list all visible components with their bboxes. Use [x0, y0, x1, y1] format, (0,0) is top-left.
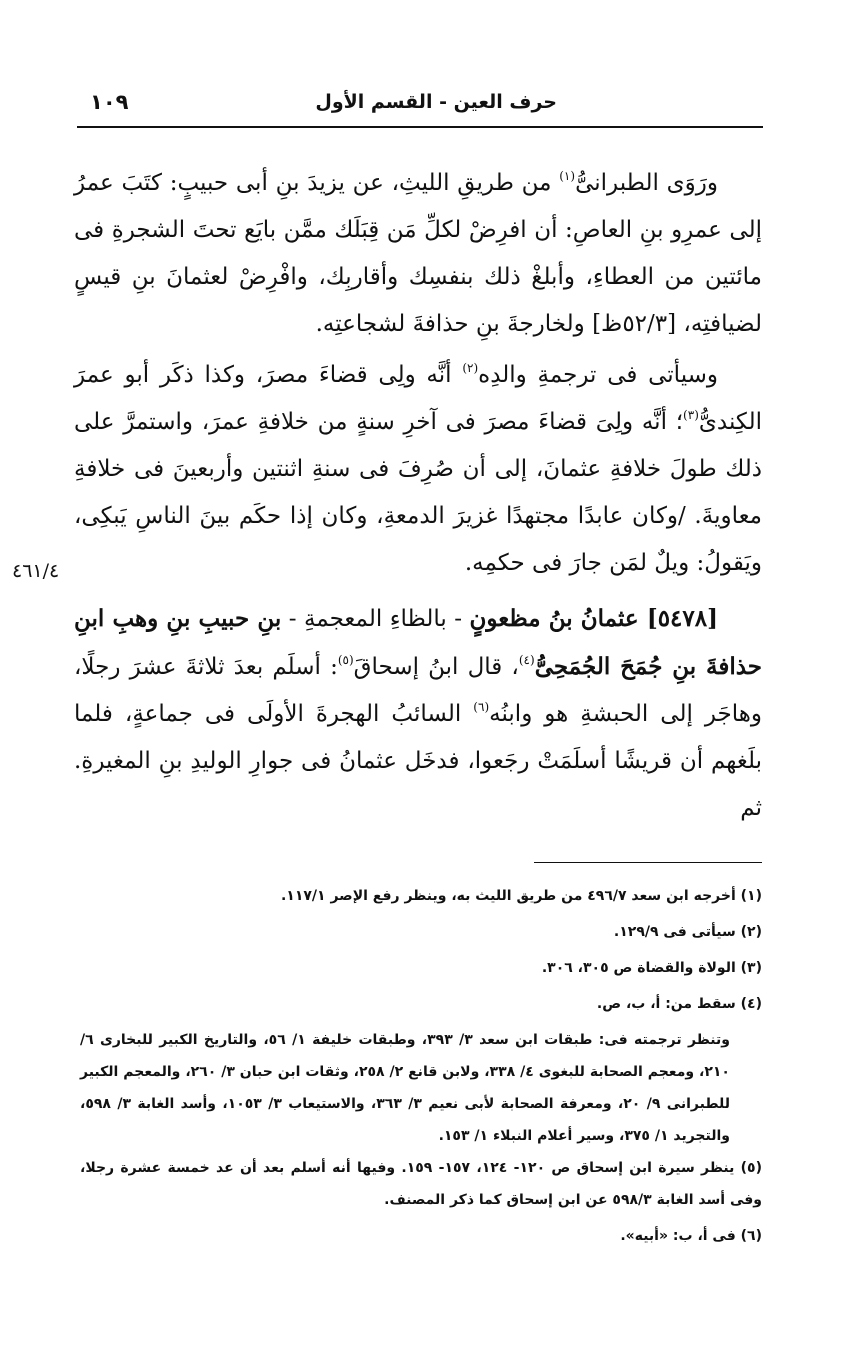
- main-text: [74, 160, 762, 832]
- footnote-ref-6: (٦): [473, 700, 490, 714]
- paragraph-judgeship: وسيأتى فى ترجمةِ والدِه$^{(٢)}$ أنَّه ولِى قضاءَ مصرَ، وكذا ذكَر أبو عمرَ الكِندىُّ$^{(٣)}$؛ أنَّه ولِىَ قضاءَ مصرَ فى آخرِ سنةٍ من خلافةِ عمرَ، واستمرَّ على ذلك طولَ خلافةِ عثمانَ، إلى أن صُرِفَ فى سنةِ اثنتين وأربعينَ فى خلافةِ معاويةَ. /وكان عابدًا مجتهدًا غزيرَ الدمعةِ، وكان إذا حكَم بينَ الناسِ يَبكِى، ويَقولُ: ويلٌ لمَن جارَ فى حكمِه.: [74, 361, 762, 576]
- footnote-ref-5: (٥): [337, 653, 354, 667]
- footnote-5: (٥) ينظر سيرة ابن إسحاق ص ١٢٠- ١٢٤، ١٥٧- ١٥٩. وفيها أنه أسلم بعد أن عد خمسة عشرة رجلا، وفى أسد الغابة ٥٩٨/٣ عن ابن إسحاق كما ذكر المصنف.: [80, 1160, 762, 1208]
- running-header: [82, 86, 762, 122]
- footnote-2: (٢) سيأتى فى ١٢٩/٩.: [613, 924, 762, 940]
- footnote-ref-3: (٣): [683, 408, 699, 422]
- paragraph-tabarani-narration: ورَوَى الطبرانىُّ$^{(١)}$ من طريقِ الليثِ، عن يزيدَ بنِ أبى حبيبٍ: كتَبَ عمرُ إلى عمرِو بنِ العاصِ: أن افرِضْ لكلِّ مَن قِبَلَك ممَّن بايَع تحتَ الشجرةِ فى مائتين من العطاءِ، وأبلغْ ذلك بنفسِك وأقاربِك، وافْرِضْ لعثمانَ بنِ قيسٍ لضيافتِه، [٥٢/٣ظ] ولخارجةَ بنِ حذافةَ لشجاعتِه.: [74, 169, 762, 337]
- footnotes: [80, 880, 762, 1256]
- footnote-3: (٣) الولاة والقضاة ص ٣٠٥، ٣٠٦.: [541, 960, 762, 976]
- header-divider: [77, 126, 763, 128]
- page-number: ١٠٩: [90, 90, 129, 114]
- entry-lineage: بنِ حبيبِ بنِ وهبِ ابنِ حذافةَ بنِ جُمَحَ الجُمَحِىُّ: [74, 605, 763, 680]
- entry-uthman-ibn-mazun: [٥٤٧٨] عثمانُ بنُ مظعونٍ - بالظاءِ المعجمةِ - بنِ حبيبِ بنِ وهبِ ابنِ حذافةَ بنِ جُمَحَ الجُمَحِىُّ$^{(٤)}$، قال ابنُ إسحاقَ$^{(٥)}$: أسلَم بعدَ ثلاثةَ عشرَ رجلًا، وهاجَر إلى الحبشةِ هو وابنُه$^{(٦)}$ السائبُ الهجرةَ الأولَى فى جماعةٍ، فلما بلَغهم أن قريشًا أسلَمَتْ رجَعوا، فدخَل عثمانُ فى جوارِ الوليدِ بنِ المغيرةِ. ثم: [74, 605, 763, 821]
- footnote-ref-2: (٢): [462, 361, 479, 375]
- footnote-ref-1: (١): [559, 169, 576, 183]
- footnote-4: (٤) سقط من: أ، ب، ص.: [596, 996, 762, 1012]
- footnote-divider: [534, 862, 762, 863]
- running-title: حرف العين - القسم الأول: [315, 91, 557, 113]
- entry-number: [٥٤٧٨]: [638, 605, 719, 632]
- entry-name: عثمانُ بنُ مظعونٍ: [469, 605, 639, 632]
- margin-volume-page-marker: ٤٦١/٤: [12, 560, 60, 582]
- footnote-4-references: وتنظر ترجمته فى: طبقات ابن سعد ٣/ ٣٩٣، وطبقات خليفة ١/ ٥٦، والتاريخ الكبير للبخارى ٦/ ٢١٠، ومعجم الصحابة للبغوى ٤/ ٣٣٨، ولابن قانع ٢/ ٢٥٨، وثقات ابن حبان ٣/ ٢٦٠، والمعجم الكبير للطبرانى ٩/ ٢٠، ومعرفة الصحابة لأبى نعيم ٣/ ٣٦٣، والاستيعاب ٣/ ١٠٥٣، وأسد الغابة ٣/ ٥٩٨، والتجريد ١/ ٣٧٥، وسير أعلام النبلاء ١/ ١٥٣.: [80, 1032, 730, 1144]
- footnote-6: (٦) فى أ، ب: «أبيه».: [620, 1228, 762, 1244]
- footnote-ref-4: (٤): [518, 653, 535, 667]
- footnote-1: (١) أخرجه ابن سعد ٤٩٦/٧ من طريق الليث به، وينظر رفع الإصر ١١٧/١.: [280, 888, 762, 904]
